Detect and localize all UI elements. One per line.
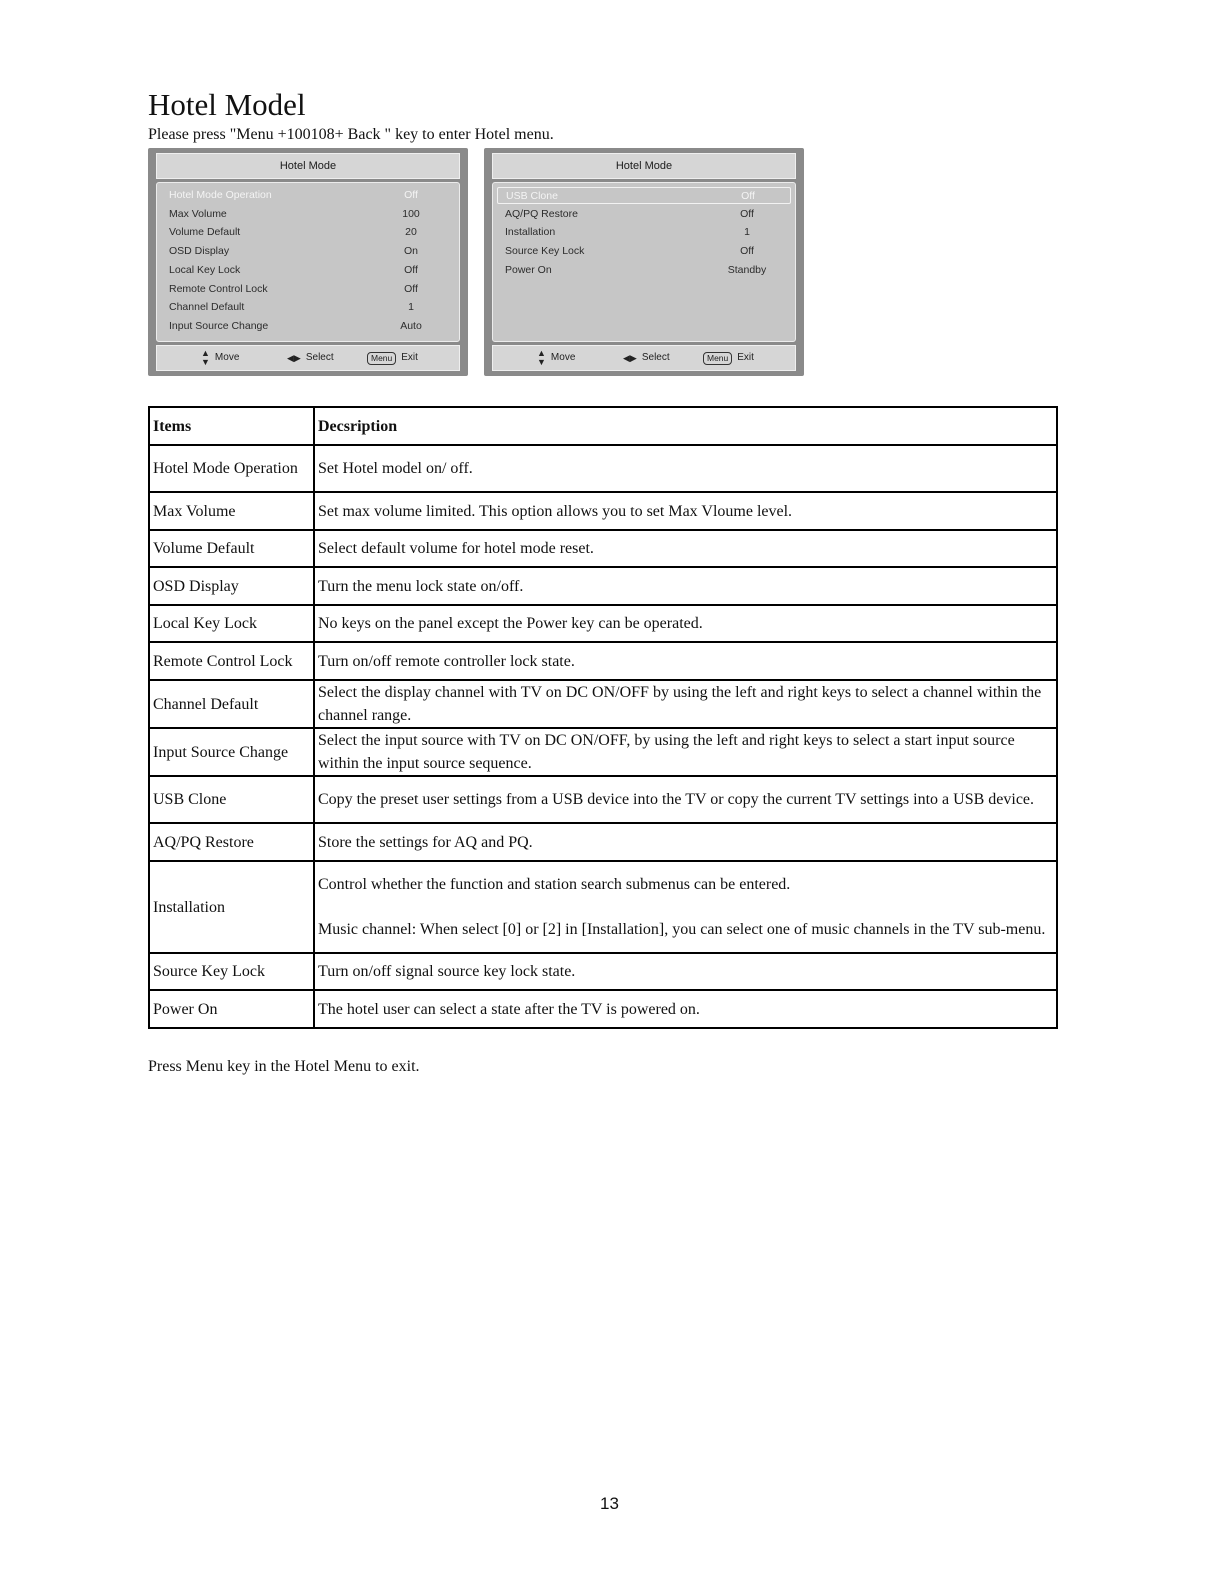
description-cell: Turn the menu lock state on/off.: [314, 567, 1057, 605]
header-description: Decsription: [314, 407, 1057, 445]
osd-row-label: Local Key Lock: [169, 263, 241, 276]
osd-row-value: Off: [404, 263, 418, 276]
osd-row-label: Remote Control Lock: [169, 282, 268, 295]
osd-row-label: Max Volume: [169, 207, 227, 220]
item-cell: AQ/PQ Restore: [149, 823, 314, 861]
osd-row-installation: [497, 224, 791, 241]
item-cell: Source Key Lock: [149, 953, 314, 990]
osd-row-value: 1: [744, 226, 750, 239]
table-row: [149, 823, 1057, 861]
menu-key-icon: Menu: [703, 352, 732, 365]
osd-row-source-key-lock: [497, 243, 791, 260]
table-row: [149, 861, 1057, 953]
description-cell: Select the input source with TV on DC ON/OFF, by using the left and right keys to select a start input source within the input source sequence.: [314, 728, 1057, 776]
osd-row-label: Channel Default: [169, 301, 245, 314]
item-cell: Channel Default: [149, 680, 314, 728]
osd-row-value: Off: [404, 282, 418, 295]
osd-row-label: Hotel Mode Operation: [169, 189, 272, 201]
osd-row-value: Off: [740, 207, 754, 220]
description-cell: Select default volume for hotel mode reset.: [314, 530, 1057, 567]
osd-footer-exit-label: Exit: [737, 352, 754, 363]
paragraph-spacer: [318, 896, 1053, 918]
page-number: 13: [600, 1494, 619, 1513]
osd-footer: [156, 345, 460, 371]
osd-footer-select: [287, 346, 334, 370]
osd-footer: [492, 345, 796, 371]
description-cell: Select the display channel with TV on DC ON/OFF by using the left and right keys to select a channel within the channel range.: [314, 680, 1057, 728]
description-cell: No keys on the panel except the Power key can be operated.: [314, 605, 1057, 642]
table-row: [149, 953, 1057, 990]
description-paragraph: Control whether the function and station search submenus can be entered.: [318, 876, 791, 893]
osd-row-label: Source Key Lock: [505, 245, 585, 258]
osd-row-label: USB Clone: [506, 190, 558, 202]
osd-row-input-source-change: [161, 318, 455, 335]
item-cell: Installation: [149, 861, 314, 953]
description-cell: Set max volume limited. This option allows you to set Max Vloume level.: [314, 492, 1057, 530]
osd-row-value: Off: [741, 190, 755, 202]
table-row: [149, 642, 1057, 680]
item-cell: Local Key Lock: [149, 605, 314, 642]
table-row: [149, 728, 1057, 776]
osd-row-label: OSD Display: [169, 245, 230, 258]
osd-title: Hotel Mode: [492, 153, 796, 179]
osd-row-value: Off: [740, 245, 754, 258]
table-row: [149, 492, 1057, 530]
osd-row-volume-default: [161, 224, 455, 241]
description-cell: [314, 861, 1057, 953]
left-right-arrow-icon: ◀▶: [623, 352, 637, 363]
osd-row-channel-default: [161, 299, 455, 316]
osd-hotel-mode-right: [484, 148, 804, 376]
osd-row-value: Auto: [400, 319, 422, 332]
osd-row-hotel-mode-operation: [161, 187, 455, 204]
up-down-arrow-icon: ▲ ▼: [201, 348, 210, 367]
osd-row-osd-display: [161, 243, 455, 260]
table-row: [149, 776, 1057, 823]
osd-row-label: AQ/PQ Restore: [505, 207, 578, 220]
osd-row-label: Installation: [505, 226, 556, 239]
osd-footer-exit-label: Exit: [401, 352, 418, 363]
osd-footer-exit: [703, 346, 754, 370]
table-row: [149, 990, 1057, 1028]
left-right-arrow-icon: ◀▶: [287, 352, 301, 363]
osd-footer-select-label: Select: [641, 352, 670, 363]
item-cell: Volume Default: [149, 530, 314, 567]
osd-footer-exit: [367, 346, 418, 370]
osd-row-label: Input Source Change: [169, 319, 269, 332]
osd-row-remote-control-lock: [161, 281, 455, 298]
description-cell: Set Hotel model on/ off.: [314, 445, 1057, 492]
description-cell: Turn on/off remote controller lock state.: [314, 642, 1057, 680]
up-down-arrow-icon: ▲ ▼: [537, 348, 546, 367]
osd-footer-select: [623, 346, 670, 370]
header-items: Items: [149, 407, 314, 445]
table-header-row: [149, 407, 1057, 445]
osd-row-label: Power On: [505, 263, 552, 276]
description-paragraph: Music channel: When select [0] or [2] in [Installation], you can select one of music channels in the TV sub-menu.: [318, 921, 1046, 938]
table-row: [149, 445, 1057, 492]
osd-row-power-on: [497, 262, 791, 279]
item-cell: Power On: [149, 990, 314, 1028]
osd-row-value: 1: [408, 301, 414, 314]
exit-note: Press Menu key in the Hotel Menu to exit.: [148, 1058, 420, 1075]
osd-row-label: Volume Default: [169, 226, 241, 239]
item-cell: USB Clone: [149, 776, 314, 823]
osd-row-value: Off: [404, 189, 418, 201]
page-title: Hotel Model: [148, 87, 306, 122]
osd-hotel-mode-left: [148, 148, 468, 376]
osd-row-local-key-lock: [161, 262, 455, 279]
table-row: [149, 605, 1057, 642]
description-table: [148, 406, 1058, 1029]
osd-footer-move-label: Move: [550, 352, 576, 363]
osd-footer-move: [537, 346, 575, 370]
table-row: [149, 567, 1057, 605]
item-cell: OSD Display: [149, 567, 314, 605]
description-cell: Turn on/off signal source key lock state.: [314, 953, 1057, 990]
menu-key-icon: Menu: [367, 352, 396, 365]
item-cell: Max Volume: [149, 492, 314, 530]
osd-footer-move: [201, 346, 239, 370]
osd-menu-list: [156, 182, 460, 342]
table-row: [149, 530, 1057, 567]
osd-row-value: 20: [405, 226, 417, 239]
osd-menu-list: [492, 182, 796, 342]
osd-footer-select-label: Select: [305, 352, 334, 363]
osd-footer-move-label: Move: [214, 352, 240, 363]
osd-row-max-volume: [161, 206, 455, 223]
osd-row-value: Standby: [727, 263, 767, 276]
intro-text: Please press "Menu +100108+ Back " key to enter Hotel menu.: [148, 126, 554, 143]
osd-title: Hotel Mode: [156, 153, 460, 179]
osd-row-value: On: [403, 245, 418, 258]
description-cell: The hotel user can select a state after the TV is powered on.: [314, 990, 1057, 1028]
description-cell: Store the settings for AQ and PQ.: [314, 823, 1057, 861]
table-row: [149, 680, 1057, 728]
osd-row-usb-clone: [497, 187, 791, 204]
item-cell: Hotel Mode Operation: [149, 445, 314, 492]
osd-row-aq-pq-restore: [497, 206, 791, 223]
item-cell: Remote Control Lock: [149, 642, 314, 680]
item-cell: Input Source Change: [149, 728, 314, 776]
description-cell: Copy the preset user settings from a USB device into the TV or copy the current TV settings into a USB device.: [314, 776, 1057, 823]
osd-row-value: 100: [402, 207, 420, 220]
